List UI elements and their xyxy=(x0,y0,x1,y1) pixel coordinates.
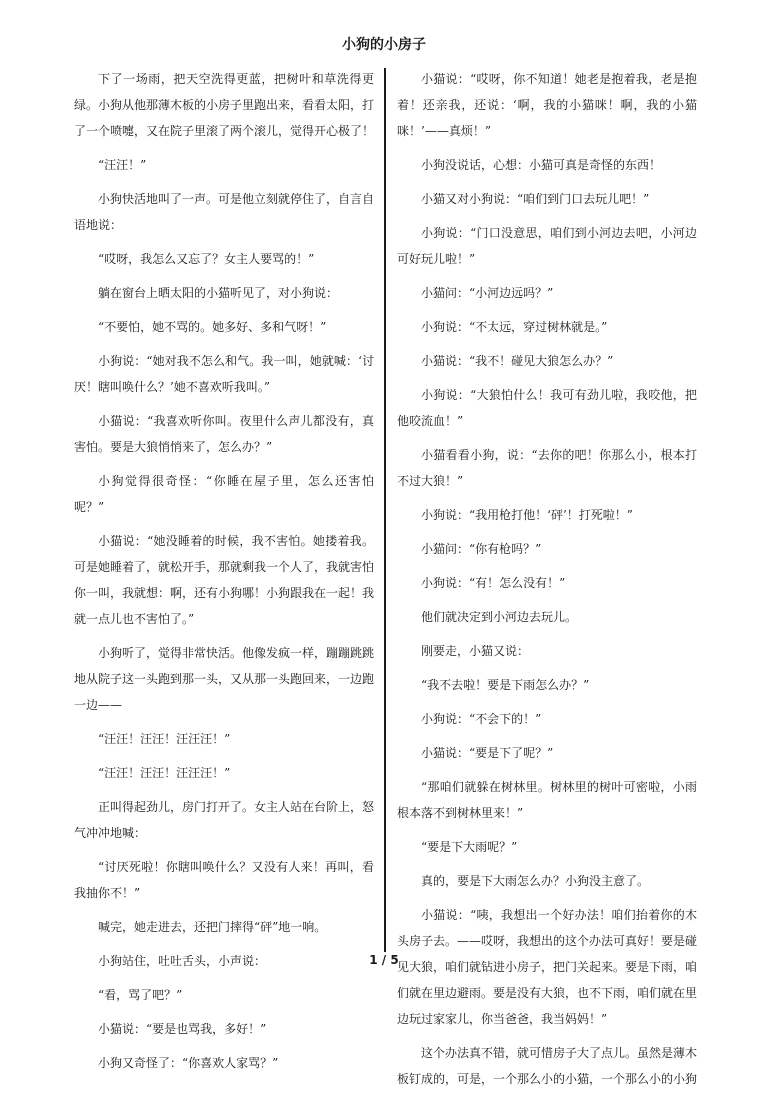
paragraph: 小猫说：“要是下了呢？” xyxy=(421,746,554,760)
paragraph: “不要怕，她不骂的。她多好、多和气呀！” xyxy=(98,320,327,334)
paragraph: 这个办法真不错，就可惜房子大了点儿。虽然是薄木板钉成的，可是，一个那么小的小猫，一个那么小的小狗 xyxy=(397,1046,698,1086)
page-title: 小狗的小房子 xyxy=(342,37,426,53)
paragraph: “我不去啦！要是下雨怎么办？” xyxy=(421,678,590,692)
paragraph: 小猫看看小狗，说：“去你的吧！你那么小，根本打不过大狼！” xyxy=(397,448,697,488)
paragraph: 真的，要是下大雨怎么办？小狗没主意了。 xyxy=(421,874,650,888)
paragraph: 躺在窗台上晒太阳的小猫听见了，对小狗说： xyxy=(98,286,339,300)
paragraph: 小猫说：“要是也骂我，多好！” xyxy=(98,1022,267,1036)
paragraph: 小狗说：“门口没意思，咱们到小河边去吧，小河边可好玩儿啦！” xyxy=(397,226,697,266)
paragraph: 小狗站住，吐吐舌头，小声说： xyxy=(98,954,267,968)
paragraph: “要是下大雨呢？” xyxy=(421,840,518,854)
paragraph: 喊完，她走进去，还把门摔得“砰”地一响。 xyxy=(98,920,327,934)
paragraph: 小猫说：“哎呀，你不知道！她老是抱着我，老是抱着！还亲我，还说：‘啊，我的小猫咪！啊，我的小猫咪！’——真烦！” xyxy=(397,72,697,138)
paragraph: “看，骂了吧？” xyxy=(98,988,183,1002)
paragraph: 小狗觉得很奇怪：“你睡在屋子里，怎么还害怕呢？” xyxy=(74,474,374,514)
paragraph: 小狗说：“我用枪打他！‘砰’！打死啦！” xyxy=(421,508,633,522)
paragraph: 小狗又奇怪了：“你喜欢人家骂？” xyxy=(98,1056,279,1070)
paragraph: “讨厌死啦！你瞎叫唤什么？又没有人来！再叫，看我抽你不！” xyxy=(74,860,374,900)
paragraph: 小狗说：“大狼怕什么！我可有劲儿啦，我咬他，把他咬流血！” xyxy=(397,388,697,428)
paragraph: 小狗听了，觉得非常快活。他像发疯一样，蹦蹦跳跳地从院子这一头跑到那一头，又从那一头跑回来，一边跑一边—— xyxy=(74,646,375,712)
paragraph: 小狗说：“不会下的！” xyxy=(421,712,542,726)
paragraph: 他们就决定到小河边去玩儿。 xyxy=(421,610,578,624)
page-number: 1 / 5 xyxy=(369,953,399,967)
paragraph: 小猫说：“我喜欢听你叫。夜里什么声儿都没有，真害怕。要是大狼悄悄来了，怎么办？” xyxy=(74,414,374,454)
right-column xyxy=(397,66,697,1100)
column-divider xyxy=(384,68,386,952)
paragraph: 小猫说：“咦，我想出一个好办法！咱们抬着你的木头房子去。——哎呀，我想出的这个办法可真好！要是碰见大狼，咱们就钻进小房子，把门关起来。要是下雨，咱们就在里边避雨。要是没有大狼，也不下雨，咱们就在里边玩过家家儿，你当爸爸，我当妈妈！” xyxy=(397,908,698,1026)
paragraph: 小猫又对小狗说：“咱们到门口去玩儿吧！” xyxy=(421,192,650,206)
paragraph: 小狗没说话，心想：小猫可真是奇怪的东西！ xyxy=(421,158,662,172)
paragraph: 小狗说：“有！怎么没有！” xyxy=(421,576,566,590)
paragraph: 刚要走，小猫又说： xyxy=(421,644,530,658)
paragraph: “那咱们就躲在树林里。树林里的树叶可密啦，小雨根本落不到树林里来！” xyxy=(397,780,697,820)
paragraph: “汪汪！汪汪！汪汪汪！” xyxy=(98,732,231,746)
paragraph: 小狗说：“她对我不怎么和气。我一叫，她就喊：‘讨厌！瞎叫唤什么？’她不喜欢听我叫。” xyxy=(74,354,374,394)
paragraph: “哎呀，我怎么又忘了？女主人要骂的！” xyxy=(98,252,315,266)
paragraph: “汪汪！” xyxy=(98,158,147,172)
paragraph: 小猫问：“你有枪吗？” xyxy=(421,542,542,556)
paragraph: 小狗快活地叫了一声。可是他立刻就停住了，自言自语地说： xyxy=(74,192,375,232)
paragraph: 小猫说：“我不！碰见大狼怎么办？” xyxy=(421,354,614,368)
paragraph: 正叫得起劲儿，房门打开了。女主人站在台阶上，怒气冲冲地喊： xyxy=(74,800,375,840)
paragraph: 小猫说：“她没睡着的时候，我不害怕。她搂着我。可是她睡着了，就松开手，那就剩我一个人了，我就害怕你一叫，我就想：啊，还有小狗哪！小狗跟我在一起！我就一点儿也不害怕了。” xyxy=(74,534,375,626)
paragraph: 小猫问：“小河边远吗？” xyxy=(421,286,554,300)
left-column xyxy=(74,66,374,1084)
paragraph: “汪汪！汪汪！汪汪汪！” xyxy=(98,766,231,780)
paragraph: 下了一场雨，把天空洗得更蓝，把树叶和草洗得更绿。小狗从他那薄木板的小房子里跑出来，看看太阳，打了一个喷嚏，又在院子里滚了两个滚儿，觉得开心极了！ xyxy=(74,72,375,138)
paragraph: 小狗说：“不太远，穿过树林就是。” xyxy=(421,320,608,334)
